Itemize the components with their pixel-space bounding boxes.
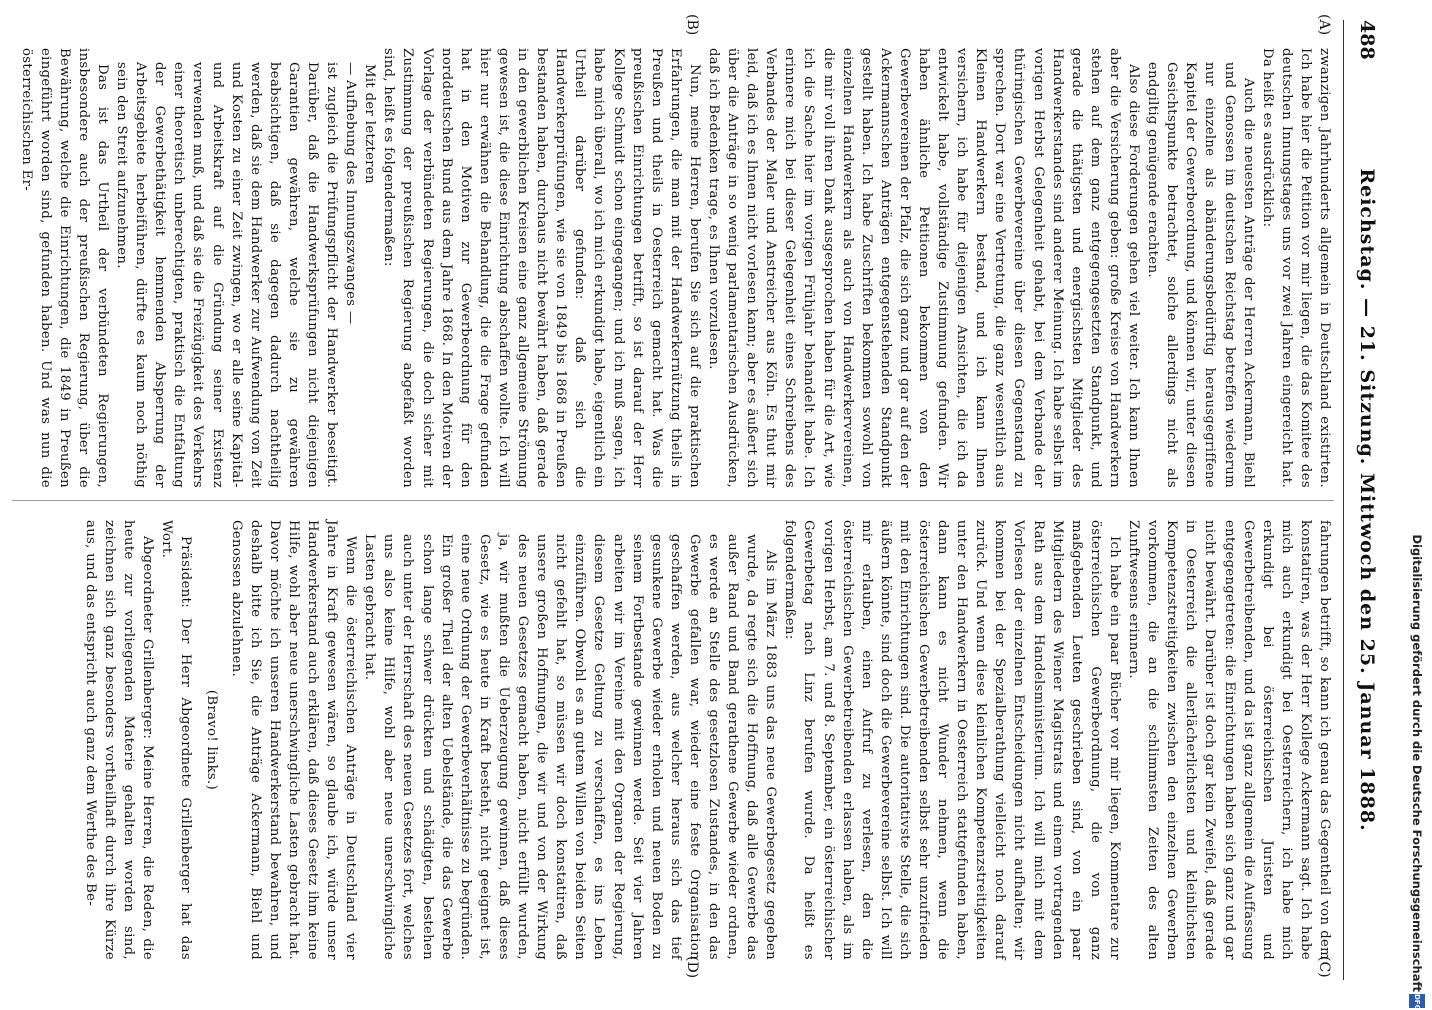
margin-letter-a: (A) <box>1316 14 1332 36</box>
paragraph: zwanzigen Jahrhunderts allgemein in Deutschland existirten. Ich habe hier die Petition vor mir liegen, die das Komitee des deutschen Innungstages uns vor zwei Jahren eingereicht hat. Da heißt es ausdrücklich: <box>1259 48 1332 488</box>
quote-paragraph: — Aufhebung des Innungszwanges — <box>343 62 359 325</box>
paragraph: Wenn die österreichischen Anträge in Deutschland vier Jahre in Kraft gewesen wären, so glaube ich, würde unser Handwerkerstand auch erklären, daß dieses Gesetz ihm keine Hilfe, wohl aber neue unerschwingliche Lasten gebracht hat. Davor möchte ich unseren Handwerkerstand bewahren, und deshalb bitte ich Sie, die Anträge Ackermann, Biehl und Genossen abzulehnen. <box>228 520 359 960</box>
left-column <box>17 48 1334 488</box>
paragraph: Ich habe ein paar Bücher vor mir liegen, Kommentare zur österreichischen Gewerbeordnung, die von ganz maßgebenden Leuten geschrieben sind, von ein paar Mitgliedern des Wiener Magistrats und einem vortragenden Rath aus dem Handelsministerium. Ich will mich mit dem Vorlesen der einzelnen Entscheidungen nicht aufhalten; wir kommen bei der Spezialberathung vielleicht noch darauf zurück. Und wenn diese kleinlichen Kompetenzstreitigkeiten unter den Handwerkern in Oesterreich stattgefunden haben, dann kann es nicht Wunder nehmen, wenn die österreichischen Gewerbetreibenden selbst sehr unzufrieden mit den Einrichtungen sind. Die autoritativste Stelle, die sich äußern könnte, sind doch die Gewerbevereine selbst. Ich will mir erlauben, einen Aufruf zu verlesen, den die österreichischen Gewerbetreibenden erlassen haben, als im vorigen Herbst, am 7. und 8. September, ein österreichischer Gewerbetag nach Linz berufen wurde. Da heißt es folgendermaßen: <box>782 520 1122 960</box>
header-rule <box>1343 20 1344 980</box>
page-title: Reichstag. — 21. Sitzung. Mittwoch den 25. Januar 1888. <box>1356 168 1378 832</box>
paragraph: fahrungen betrifft, so kann ich genau das Gegentheil von dem konstatiren, was der Herr Kollege Ackermann sagt. Ich habe mich auch erkundigt bei Oesterreichern, ich habe mich erkundigt bei österreichischen Juristen und Gewerbetreibenden, und da ist ganz allgemein die Auffassung entgegengetreten: die Einrichtungen haben sich ganz und gar nicht bewährt. Darüber ist doch gar kein Zweifel, daß gerade in Oesterreich die allerlächerlichsten und kleinlichsten Kompetenzstreitigkeiten zwischen den einzelnen Gewerben vorkommen, die an die schlimmsten Zeiten des alten Zunftwesens erinnern. <box>1126 520 1332 960</box>
page-number: 488 <box>1356 20 1378 60</box>
digitization-credit <box>1405 0 1427 1010</box>
applause-note: (Bravo! links.) <box>203 689 219 791</box>
dfg-logo: DFG <box>1409 994 1425 1008</box>
quote-paragraph: Auch die neuesten Anträge der Herren Ackermann, Biehl und Genossen im deutschen Reichstag betreffen wiederum nur einzelne als abänderungsbedürftig herausgegriffene Kapitel der Gewerbeordnung, und können wir, unter diesen Gesichtspunkte betrachtet, solche allerdings nicht als endgiltig genügende erachten. <box>1145 62 1256 488</box>
right-column <box>81 520 1334 960</box>
page-header <box>1344 20 1378 980</box>
margin-letter-d: (D) <box>684 956 700 979</box>
quote-paragraph: ist zugleich die Prüfungspflicht der Handwerker beseitigt. Darüber, daß die Handwerksprüfungen nicht diejenigen Garantien gewähren, welche sie zu gewähren beabsichtigen, daß sie dagegen dadurch nachtheilig werden, daß sie dem Handwerker zur Aufwendung von Zeit und Kosten zu einer Zeit zwingen, wo er alle seine Kapital- und Arbeitskraft auf die Gründung seiner Existenz verwenden muß, und daß sie die Freizügigkeit des Verkehrs einer theoretisch unberechtigten, praktisch die Entfaltung der Gewerbethätigkeit hemmenden Absperrung der Arbeitsgebiete herbeiführen, dürfte es kaum noch nöthig sein den Streit aufzunehmen. <box>114 62 340 488</box>
column-divider <box>12 500 1334 501</box>
paragraph: Das ist das Urtheil der verbündeten Regierungen, insbesondere auch der preußischen Regierung, über die Bewährung, welche die Einrichtungen, die 1849 in Preußen eingeführt worden sind, gefunden haben. Und was nun die österreichischen Er- <box>18 48 110 488</box>
quote-paragraph: Als im März 1883 uns das neue Gewerbegesetz gegeben wurde, da regte sich die Hoffnung, daß alle Gewerbe das außer Rand und Band gerathene Gewerbe wieder ordnen, es werde an Stelle des gesetzlosen Zustandes, in den das Gewerbe gefallen war, wieder eine feste Organisation geschaffen werden, aus welcher heraus sich das tief gesunkene Gewerbe wieder erholen und neuen Boden zu seinem Fortbestande gewinnen werde. Seit vier Jahren arbeiten wir im Vereine mit den Organen der Regierung, diesem Gesetze Geltung zu verschaffen, es ins Leben einzuführen. Obwohl es an gutem Willen von beiden Seiten nicht gefehlt hat, so müssen wir doch konstatiren, daß unsere großen Hoffnungen, die wir und von der Wirkung des neuen Gesetzes gemacht haben, nicht erfüllt wurden, ja, wir mußten die Ueberzeugung gewinnen, daß dieses Gesetz, wie es heute in Kraft besteht, nicht geeignet ist, eine neue Ordnung der Gewerbeverhältnisse zu begründen. Ein großer Theil der alten Uebelstände, die das Gewerbe schon lange schwer drückten und schädigten, bestehen auch unter der Herrschaft des neuen Gesetzes fort, welches uns also keine Hilfe, wohl aber neue unerschwingliche Lasten gebracht hat. <box>362 534 779 960</box>
speaker-paragraph: Präsident: Der Herr Abgeordnete Grillenberger hat das Wort. <box>159 520 194 960</box>
margin-letter-c: (C) <box>1316 956 1332 978</box>
paragraph: Also diese Forderungen gehen viel weiter. Ich kann Ihnen aber die Versicherung geben: große Kreise von Handwerkern stehen auf dem ganz entgegengesetzten Standpunkt, und gerade die thätigsten und energischsten Mitglieder des Handwerkerstandes sind anderer Meinung. Ich habe selbst im vorigen Herbst Gelegenheit gehabt, bei dem Verbande der thüringischen Gewerbevereine über diesen Gegenstand zu sprechen. Dort war eine Vertretung, die ganz wesentlich aus Kleinen Handwerkern bestand, und ich kann Ihnen versichern, ich habe für diejenigen Ansichten, die ich da entwickelt habe, vollständige Zustimmung gefunden. Wir haben ähnliche Petitionen bekommen von den Gewerbevereinen der Pfalz, die sich ganz und gar auf den der Ackermannschen Anträgen entgegenstehenden Standpunkt gestellt haben. Ich habe Zuschriften bekommen sowohl von einzelnen Handwerkern als auch von Handwerkervereinen, die mir voll ihren Dank ausgesprochen haben für die Art, wie ich die Sache hier im vorigen Frühjahr behandelt habe. Ich erinnere mich bei dieser Gelegenheit eines Schreibens des Verbandes der Maler und Anstreicher aus Köln. Es thut mir leid, daß ich es Ihnen nicht vorlesen kann; aber es äußert sich über die Anträge in so wenig parlamentarischen Ausdrücken, daß ich Bedenken trage, es Ihnen vorzulesen. <box>706 48 1142 488</box>
speaker-paragraph: Abgeordneter Grillenberger: Meine Herren, die Reden, die heute zur vorliegenden Materie gehalten worden sind, zeichnen sich ganz besonders vortheilhaft durch ihre Kürze aus, und das entspricht auch ganz dem Werthe des Be- <box>83 520 156 960</box>
paragraph: Nun, meine Herren, berufen Sie sich auf die praktischen Erfahrungen, die man mit der Handwerkernützung theils in Preußen und theils in Oesterreich gemacht hat. Was die preußischen Einrichtungen betrifft, so ist darauf der Herr Kollege Schmidt schon eingegangen; und ich muß sagen, ich habe mich überall, wo ich mich erkundigt habe, eigentlich ein Urtheil darüber gefunden: daß sich die Handwerkerprüfungen, wie sie von 1849 bis 1868 in Preußen bestanden haben, durchaus nicht bewährt haben, daß gerade in den gewerblichen Kreisen eine ganz allgemeine Strömung gewesen ist, die diese Einrichtung abschaffen wollte. Ich will hier nur erwähnen die Behandlung, die die Frage gefunden hat in den Motiven zur Gewerbeordnung für den norddeutschen Bund aus dem Jahre 1868. In den Motiven der Vorlage der verbündeten Regierungen, die doch sicher mit Zustimmung der preußischen Regierung abgefaßt worden sind, heißt es folgendermaßen: <box>381 48 702 488</box>
paragraph: Mit der letzteren <box>362 64 378 184</box>
credit-text: Digitalisierung gefördert durch die Deutsche Forschungsgemeinschaft <box>1410 534 1424 992</box>
margin-letter-b: (B) <box>684 14 700 36</box>
